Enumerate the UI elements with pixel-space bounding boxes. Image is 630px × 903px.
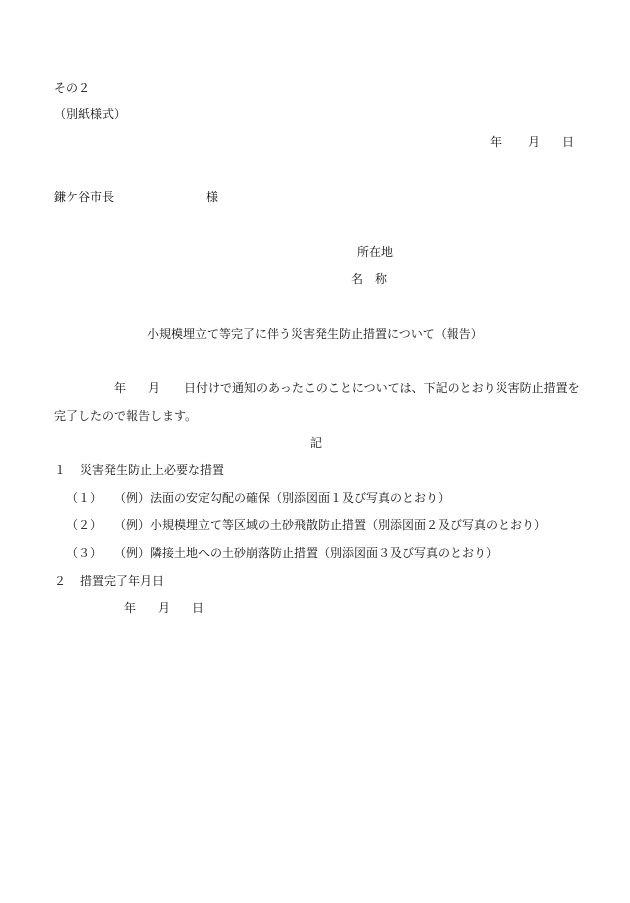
body-line-1 bbox=[114, 380, 580, 396]
section-2-number: ２ bbox=[54, 574, 67, 588]
sender-name-label: 名 称 bbox=[351, 272, 388, 286]
item-number: （１） bbox=[66, 491, 103, 505]
completion-month: 月 bbox=[158, 601, 171, 615]
recipient: 鎌ケ谷市長 bbox=[54, 190, 115, 204]
section-1-heading bbox=[54, 462, 224, 478]
section-1-item-3 bbox=[66, 545, 498, 561]
header-number: その２ bbox=[54, 81, 91, 95]
section-1-title: 災害発生防止上必要な措置 bbox=[80, 463, 225, 477]
body-month: 月 bbox=[148, 381, 161, 395]
item-text: （例）小規模埋立て等区域の土砂飛散防止措置（別添図面２及び写真のとおり） bbox=[114, 518, 547, 532]
honorific: 様 bbox=[206, 190, 219, 204]
item-text: （例）法面の安定勾配の確保（別添図面１及び写真のとおり） bbox=[114, 491, 451, 505]
document-title: 小規模埋立て等完了に伴う災害発生防止措置について（報告） bbox=[147, 327, 483, 341]
recipient-line bbox=[54, 189, 218, 205]
section-1-item-1 bbox=[66, 490, 450, 506]
date-year: 年 bbox=[490, 135, 503, 149]
date-month: 月 bbox=[528, 135, 541, 149]
item-text: （例）隣接土地への土砂崩落防止措置（別添図面３及び写真のとおり） bbox=[114, 546, 499, 560]
date-day: 日 bbox=[562, 135, 575, 149]
item-number: （２） bbox=[66, 518, 103, 532]
submission-date bbox=[490, 134, 574, 150]
section-1-number: １ bbox=[54, 463, 67, 477]
section-2-heading bbox=[54, 573, 164, 589]
completion-day: 日 bbox=[192, 601, 205, 615]
item-number: （３） bbox=[66, 546, 103, 560]
body-text-1: 日付けで通知のあったこのことについては、下記のとおり災害防止措置を bbox=[184, 381, 580, 395]
form-label: （別紙様式） bbox=[54, 107, 127, 121]
body-year: 年 bbox=[114, 381, 127, 395]
completion-year: 年 bbox=[124, 601, 137, 615]
section-1-item-2 bbox=[66, 517, 546, 533]
ki-heading: 記 bbox=[310, 436, 323, 450]
completion-date bbox=[124, 600, 204, 616]
body-line-2: 完了したので報告します。 bbox=[54, 409, 198, 423]
sender-address-label: 所在地 bbox=[357, 245, 394, 259]
section-2-title: 措置完了年月日 bbox=[80, 574, 165, 588]
